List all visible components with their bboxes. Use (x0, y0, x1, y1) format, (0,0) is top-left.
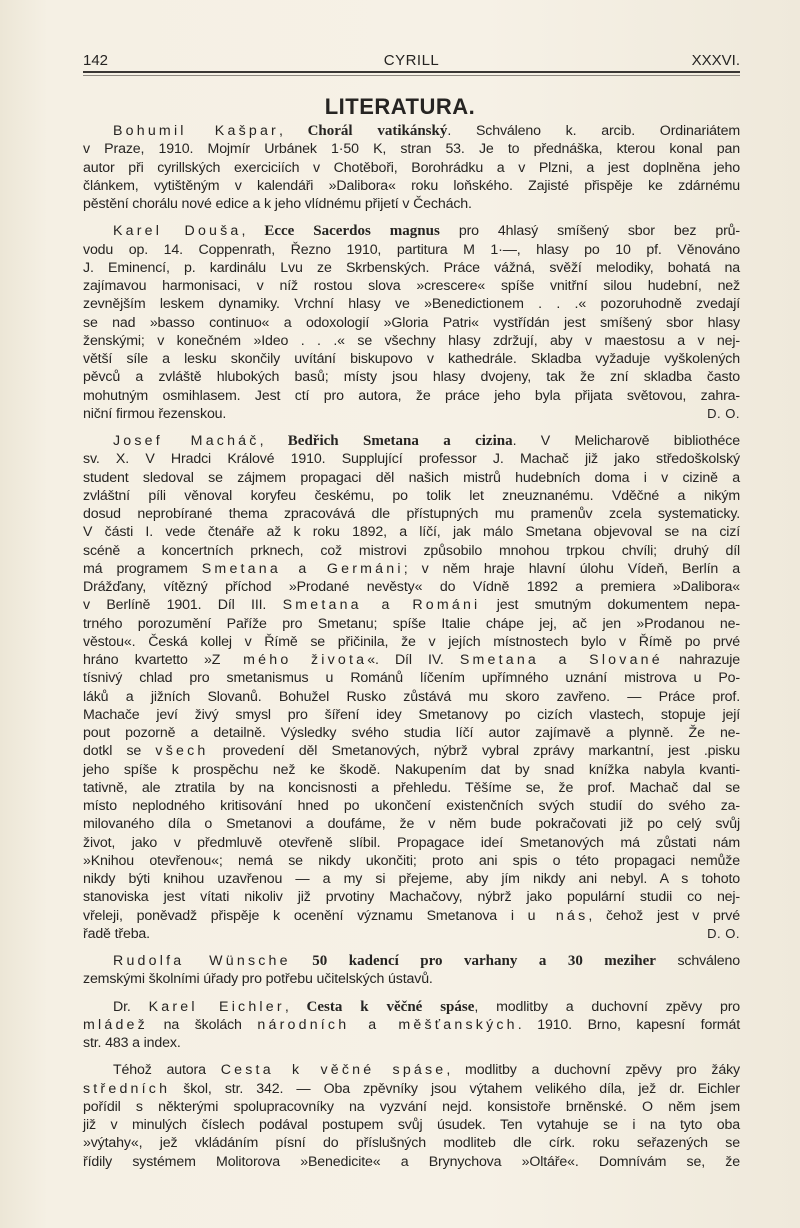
text-run: J. Eminencí, p. kardinálu Lvu ze Skrbenských. Práce vážná, svěží melodiky, bohatá na (83, 259, 740, 276)
text-run: , čehož jest v prvé (588, 907, 740, 924)
spaced-text: středních (83, 1080, 171, 1097)
text-run (291, 953, 313, 969)
text-line (83, 1153, 740, 1171)
text-run: v Berlíně 1901. Díl III. (83, 597, 283, 614)
text-line (83, 706, 740, 724)
text-run: jest smutným dokumentem nepa- (480, 597, 740, 614)
text-line (83, 633, 740, 651)
text-run: «. Díl IV. (367, 652, 460, 668)
text-line (83, 450, 740, 468)
running-header (83, 52, 740, 72)
text-line (83, 241, 740, 259)
text-run: již v minulých číslech podával postupem svůj úsudek. Ten vytahuje se i na tyto oba (83, 1117, 740, 1133)
text-run: str. 483 a index. (83, 1035, 181, 1051)
review-paragraph (83, 1061, 740, 1171)
text-run: stanoviska jest vítati nikoliv již prvotiny Machačovy, nýbrž jako populární studii co nej- (83, 889, 740, 906)
text-run: jeho spíše k prospěchu než ke škodě. Nakupením dat by snad knížka nabyla kvanti- (83, 761, 740, 778)
journal-name: CYRILL (383, 52, 440, 69)
review-paragraph (83, 998, 740, 1053)
reviewer-signature: D. O. (707, 405, 740, 421)
text-run: schváleno (655, 953, 741, 969)
text-run: . V Melicharově bibliothéce (512, 433, 740, 449)
text-line (83, 432, 740, 450)
text-line (83, 761, 740, 779)
text-run: pěstění chorálu nové edice a k jeho vlídnému přijetí v Čechách. (83, 196, 472, 212)
text-line (83, 259, 740, 277)
text-run: »Knihou otevřenou«; nemá se nikdy ukončiti; proto ani spis o této propagaci nemůže (83, 852, 740, 869)
text-run: . 1910. Brno, kapesní formát (517, 1016, 740, 1033)
text-line (83, 560, 740, 578)
text-run: scéně a koncertních prknech, což mistrovi způsobilo mnohou trpkou chvíli; druhý díl (83, 542, 740, 559)
text-run: »výtahy«, jež vkládáním písní do příslušných modliteb dle círk. roku seřazených se (83, 1135, 740, 1152)
spaced-text: národních a měšťanských (257, 1016, 518, 1033)
text-run: zvláštní píli věnoval koryfeu českému, po tolik let zneuznanému. Vděčné a nikým (83, 487, 740, 504)
text-line (83, 669, 740, 687)
text-run: nahrazuje (662, 652, 740, 668)
text-run: pořídil s některými spolupracovníky na vyzvání nejd. konsistoře brněnské. O něm jsem (83, 1098, 740, 1115)
text-run: v Praze, 1910. Mojmír Urbánek 1·50 K, stran 53. Je to přednáška, kterou konal pan (83, 141, 740, 158)
text-run: sv. X. V Hradci Králové 1910. Supplující professor J. Machač již jako středoškolský (83, 451, 740, 468)
text-line (83, 615, 740, 633)
text-run: článkem, vytištěným v kalendáři »Dalibora« roku loňského. Zajisté přispěje ke zdárnému (83, 177, 740, 194)
text-line (83, 195, 740, 213)
text-line (83, 405, 740, 423)
text-line (83, 222, 740, 240)
text-run: nikdy býti knihou uzavřenou — a my si přejeme, aby jím nikdy ani nebyl. A s tohoto (83, 871, 740, 887)
text-line (83, 1134, 740, 1152)
work-title: Bedřich Smetana a cizina (287, 433, 513, 449)
header-rule (83, 71, 740, 73)
text-run: pěvců a zvláště hlubokých basů; místy jsou hlasy dvojeny, tak že zní skladba často (83, 369, 740, 386)
text-line (83, 122, 740, 140)
spaced-text: Cesta k věčné spáse (220, 1062, 447, 1079)
work-title: 50 kadencí pro varhany a 30 meziher (312, 953, 656, 969)
text-line (83, 578, 740, 596)
text-run: pout pozorně a detailně. Výsledky svého studia líčí autor zajímavě a plynně. Že ne- (83, 725, 740, 741)
text-line (83, 970, 740, 988)
text-line (83, 815, 740, 833)
text-run: dotkl se (83, 743, 156, 760)
text-line (83, 350, 740, 368)
text-line (83, 332, 740, 350)
text-line (83, 779, 740, 797)
header-rule-thin (83, 75, 740, 76)
text-line (83, 159, 740, 177)
review-paragraph (83, 952, 740, 989)
text-line (83, 314, 740, 332)
text-run: zajímavou harmonisaci, v níž rostou slova »crescere« spíše vnitřní silou hudební, než (83, 278, 740, 294)
text-line (83, 368, 740, 386)
text-run: tativně, ale ztratila by na koncisnosti a přehledu. Těšíme se, že prof. Machač dal se (83, 779, 740, 796)
text-run: na školách (147, 1016, 258, 1033)
spaced-text: Smetana a Slované (459, 652, 663, 668)
text-line (83, 523, 740, 541)
spaced-text: Z mého života (211, 652, 368, 668)
text-line (83, 888, 740, 906)
text-line (83, 1016, 740, 1034)
text-line (83, 140, 740, 158)
text-line (83, 724, 740, 742)
text-line (83, 742, 740, 760)
text-line (83, 852, 740, 870)
text-line (83, 907, 740, 925)
text-run: ženskými; v konečném »Ideo . . .« se všechny hlasy zdržují, aby v maestosu a v nej- (83, 332, 740, 349)
volume-number: XXXVI. (691, 52, 740, 69)
text-line (83, 834, 740, 852)
text-line (83, 1061, 740, 1079)
text-line (83, 295, 740, 313)
text-line (83, 952, 740, 970)
work-title: Cesta k věčné spáse (306, 998, 475, 1015)
text-run: vodu op. 14. Coppenrath, Řezno 1910, partitura M 1·—, hlasy po 10 pf. Věnováno (83, 241, 740, 258)
text-run: hráno kvartetto » (83, 652, 212, 668)
spaced-text: Smetana a Germáni (201, 560, 404, 577)
text-run: , (241, 223, 265, 240)
spaced-text: Bohumil Kašpar (113, 123, 279, 139)
text-run: provedení děl Smetanových, nýbrž vybral zprávy markantní, jest .pisku (208, 743, 740, 760)
text-run: zevnějším leskem dynamiky. Vrchní hlasy ve »Benedictionem . . .« pozoruhodně zvedají (83, 296, 740, 313)
text-run: má programem (83, 560, 202, 577)
spaced-text: Smetana a Románi (282, 597, 481, 614)
text-run: , modlitby a duchovní zpěvy pro (474, 998, 741, 1015)
text-line (83, 797, 740, 815)
text-line (83, 998, 740, 1016)
text-line (83, 505, 740, 523)
text-run: věstou«. Česká kollej v Římě se přičinila, že v jejích místnostech bylo v Římě po prvé (83, 633, 740, 650)
text-line (83, 651, 740, 669)
spaced-text: u nás (527, 907, 589, 924)
article-body (83, 122, 740, 1180)
text-run: místo neplodného kritisování hned po ukončení existenčních svých studií do svého za- (83, 798, 740, 814)
text-run: škol, str. 342. — Oba zpěvníky jsou výtahem velikého díla, jež dr. Eichler (170, 1080, 740, 1097)
text-run: V části I. vede čtenáře až k roku 1892, a líčí, jak málo Smetana objevoval se na cizí (83, 524, 740, 541)
text-run: ; v něm hraje hlavní úlohu Vídeň, Berlín a (403, 560, 740, 577)
spaced-text: Josef Macháč (113, 433, 260, 449)
page-number: 142 (83, 52, 109, 69)
text-run: život, jako v předmluvě otevřeně slíbil. Propagace ideí Smetanových má zůstati nám (83, 834, 740, 851)
text-line (83, 596, 740, 614)
text-run: trného porozumění Paříže pro Smetanu; spíše Italie chápe jej, ač jen »Prodanou ne- (83, 615, 740, 632)
text-line (83, 1116, 740, 1134)
text-line (83, 1080, 740, 1098)
text-run: řadě třeba. (83, 925, 150, 942)
text-line (83, 1098, 740, 1116)
reviewer-signature: D. O. (707, 925, 740, 941)
text-line (83, 688, 740, 706)
text-run: pro 4hlasý smíšený sbor bez prů- (439, 223, 740, 240)
text-line (83, 925, 740, 943)
text-run: student sledoval se zájmem propagaci děl našich mistrů hudebních doma i v cizině a (83, 469, 740, 486)
text-line (83, 177, 740, 195)
review-paragraph (83, 122, 740, 213)
text-run: Dr. (113, 998, 149, 1015)
text-run: vřeleji, poněvadž přispěje k ocenění významu Smetanova i (83, 907, 528, 924)
text-run: větší síle a lesku skončily uvítání biskupovo v kathedrále. Skladba vyžaduje vyškolených (83, 351, 740, 367)
text-line (83, 277, 740, 295)
text-run: , (278, 123, 308, 139)
text-run: milovaného díla o Smetanovi a doufáme, že v něm bude pokračovati již po celý svůj (83, 816, 740, 833)
text-line (83, 487, 740, 505)
spaced-text: Karel Douša (113, 223, 242, 240)
text-run: Drážďany, vítězný příchod »Prodané nevěsty« do Vídně 1892 a premiera »Dalibora« (83, 579, 740, 595)
text-run: autor při cyrillských exerciciích v Chotěboři, Borohrádku a v Plzni, a jest doplněna jeho (83, 159, 740, 176)
text-run: tísnivý chlad pro smetanismus u Románů líčením upřímného uznání mistrova u Po- (83, 670, 740, 687)
spaced-text: Rudolfa Wünsche (113, 953, 291, 969)
spaced-text: všech (155, 743, 209, 760)
work-title: Ecce Sacerdos magnus (264, 223, 440, 240)
text-line (83, 387, 740, 405)
text-run: mohutným osmihlasem. Jest ctí pro autora, že práce jeho byla přijata světovou, zahra- (83, 387, 740, 404)
text-run: , (259, 433, 288, 449)
text-run: se nad »basso continuo« a odoxologií »Gloria Patri« vystřídán jest smíšený sbor hlasy (83, 314, 740, 331)
text-run: řídily systémem Molitorova »Benedicite« a Brynychova »Oltáře«. Domnívám se, že (83, 1153, 740, 1170)
review-paragraph (83, 222, 740, 423)
text-line (83, 469, 740, 487)
section-title: LITERATURA. (324, 94, 476, 119)
text-run: . Schváleno k. arcib. Ordinariátem (447, 123, 741, 139)
text-line (83, 870, 740, 888)
spaced-text: mládež (83, 1016, 148, 1033)
text-run: zemskými školními úřady pro potřebu učitelských ústavů. (83, 971, 433, 988)
text-run: láků a jižních Slovanů. Bohužel Rusko zůstává mu skoro zavřeno. — Práce prof. (83, 688, 740, 705)
text-run: , modlitby a duchovní zpěvy pro žáky (446, 1062, 741, 1079)
text-run: , (284, 998, 307, 1015)
text-run: Machače jeví živý smysl pro šíření idey Smetanovy po cizích vlastech, stopuje její (83, 706, 740, 723)
spaced-text: Karel Eichler (148, 998, 285, 1015)
review-paragraph (83, 432, 740, 943)
text-run: dosud neprobírané thema zpracovává dle přístupných mu pramenův zcela systematicky. (83, 506, 740, 522)
text-line (83, 1034, 740, 1052)
work-title: Chorál vatikánský (307, 123, 448, 139)
text-run: Téhož autora (113, 1062, 221, 1079)
text-run: niční firmou řezenskou. (83, 405, 227, 422)
text-line (83, 542, 740, 560)
